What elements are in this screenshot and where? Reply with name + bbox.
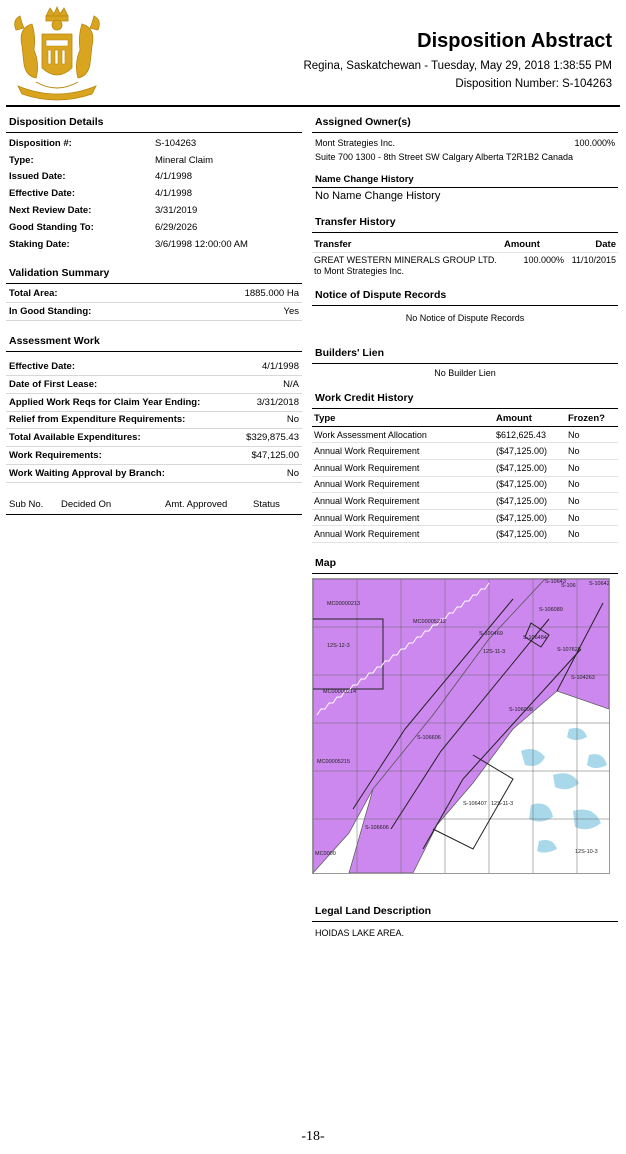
- work-credit-section: [312, 390, 618, 543]
- table-row: [312, 493, 618, 510]
- dispute-section: [312, 287, 618, 323]
- amount-col-header: Amount: [504, 238, 540, 250]
- row-value: 3/31/2018: [256, 396, 299, 408]
- table-row: [312, 426, 618, 443]
- page-title: Disposition Abstract: [417, 30, 612, 52]
- row-value: 4/1/1998: [155, 188, 192, 200]
- map-label: MC00000213: [327, 600, 361, 607]
- row-label: Effective Date:: [9, 188, 75, 200]
- validation-summary-section: [6, 265, 302, 322]
- type-cell: Work Assessment Allocation: [312, 426, 494, 443]
- table-row: [312, 526, 618, 543]
- page-number: -18-: [301, 1129, 325, 1144]
- transfer-col-header: Transfer: [314, 238, 352, 250]
- section-heading: Notice of Dispute Records: [312, 287, 618, 306]
- detail-row: [6, 219, 302, 236]
- row-value: 4/1/1998: [262, 361, 299, 373]
- frozen-cell: No: [566, 509, 618, 526]
- row-value: Mineral Claim: [155, 154, 214, 166]
- row-value: Yes: [283, 306, 299, 318]
- assessment-work-section: [6, 333, 302, 515]
- row-label: Good Standing To:: [9, 221, 94, 233]
- row-label: Date of First Lease:: [9, 378, 98, 390]
- owner-name: Mont Strategies Inc.: [315, 138, 396, 149]
- status-header: Status: [253, 498, 280, 510]
- map-label: S-100469: [479, 630, 503, 637]
- amount-cell: ($47,125.00): [494, 509, 566, 526]
- map-label: S-106484: [523, 634, 547, 641]
- map-label: S-104263: [571, 674, 595, 681]
- row-label: Staking Date:: [9, 238, 70, 250]
- row-label: Total Available Expenditures:: [9, 432, 141, 444]
- frozen-col-header: Frozen?: [566, 411, 618, 427]
- type-cell: Annual Work Requirement: [312, 509, 494, 526]
- amt-approved-header: Amt. Approved: [165, 498, 228, 510]
- amount-col-header: Amount: [494, 411, 566, 427]
- row-value: N/A: [283, 378, 299, 390]
- map-label: S-10642: [589, 580, 610, 587]
- owner-percent: 100.000%: [574, 138, 615, 149]
- row-label: In Good Standing:: [9, 306, 92, 318]
- row-label: Relief from Expenditure Requirements:: [9, 414, 186, 426]
- location-datetime: Regina, Saskatchewan - Tuesday, May 29, 2018 1:38:55 PM: [303, 60, 612, 72]
- right-column: [312, 114, 618, 938]
- amount-cell: ($47,125.00): [494, 493, 566, 510]
- legal-land-section: [312, 903, 618, 938]
- section-heading: Map: [312, 555, 618, 574]
- frozen-cell: No: [566, 476, 618, 493]
- type-col-header: Type: [312, 411, 494, 427]
- type-cell: Annual Work Requirement: [312, 493, 494, 510]
- map-label: S-107626: [557, 646, 581, 653]
- type-cell: Annual Work Requirement: [312, 443, 494, 460]
- transfer-history-section: [312, 214, 618, 277]
- detail-row: [6, 286, 302, 304]
- detail-row: [6, 185, 302, 202]
- section-heading: Name Change History: [312, 172, 618, 188]
- claim-map[interactable]: [312, 578, 610, 874]
- section-heading: Validation Summary: [6, 265, 302, 284]
- row-value: No: [286, 467, 299, 479]
- transfer-description: GREAT WESTERN MINERALS GROUP LTD. to Mont Strategies Inc.: [314, 254, 497, 276]
- map-label: MC00000214: [323, 688, 357, 695]
- frozen-cell: No: [566, 526, 618, 543]
- transfer-date: 11/10/2015: [571, 254, 616, 265]
- section-heading: Work Credit History: [312, 390, 618, 409]
- map-label: S-106098: [509, 706, 533, 713]
- table-row: [312, 476, 618, 493]
- section-heading: Transfer History: [312, 214, 618, 233]
- row-value: 3/6/1998 12:00:00 AM: [155, 238, 248, 250]
- section-heading: Disposition Details: [6, 114, 302, 133]
- section-heading: Legal Land Description: [312, 903, 618, 922]
- map-label: S-106606: [417, 734, 441, 741]
- row-label: Type:: [9, 154, 34, 166]
- amount-cell: ($47,125.00): [494, 459, 566, 476]
- map-label: S-106089: [539, 606, 563, 613]
- row-value: 3/31/2019: [155, 205, 198, 217]
- detail-row: [6, 412, 302, 430]
- amount-cell: ($47,125.00): [494, 476, 566, 493]
- row-value: 1885.000 Ha: [244, 288, 299, 300]
- type-cell: Annual Work Requirement: [312, 476, 494, 493]
- frozen-cell: No: [566, 493, 618, 510]
- date-col-header: Date: [595, 238, 616, 250]
- map-label: MC00005215: [317, 758, 351, 765]
- row-value: 4/1/1998: [155, 171, 192, 183]
- row-value: 6/29/2026: [155, 221, 198, 233]
- left-column: [6, 114, 302, 515]
- header-divider: [6, 105, 620, 107]
- row-label: Disposition #:: [9, 137, 72, 149]
- row-value: $329,875.43: [246, 432, 299, 444]
- type-cell: Annual Work Requirement: [312, 526, 494, 543]
- detail-row: [6, 447, 302, 465]
- transfer-amount: 100.000%: [523, 254, 564, 265]
- sub-approval-header: [6, 487, 302, 515]
- detail-row: [6, 236, 302, 253]
- section-heading: Assessment Work: [6, 333, 302, 352]
- table-row: [312, 443, 618, 460]
- map-label: S-10643: [545, 578, 566, 585]
- map-section: [312, 555, 618, 879]
- table-row: [312, 509, 618, 526]
- owner-address: Suite 700 1300 - 8th Street SW Calgary Alberta T2R1B2 Canada: [315, 151, 573, 162]
- amount-cell: $612,625.43: [494, 426, 566, 443]
- section-heading: Builders' Lien: [312, 345, 618, 364]
- detail-row: [6, 303, 302, 321]
- dispute-text: No Notice of Dispute Records: [405, 312, 525, 323]
- map-label: MC00005212: [413, 618, 447, 625]
- table-row: [312, 459, 618, 476]
- map-label: S-106407: [463, 800, 487, 807]
- detail-row: [6, 135, 302, 152]
- detail-row: [6, 169, 302, 186]
- frozen-cell: No: [566, 426, 618, 443]
- name-change-section: [312, 172, 618, 202]
- amount-cell: ($47,125.00): [494, 443, 566, 460]
- detail-row: [6, 465, 302, 483]
- coat-of-arms-crest: [12, 6, 102, 104]
- row-value: S-104263: [155, 137, 197, 149]
- builders-lien-section: [312, 345, 618, 378]
- row-value: $47,125.00: [251, 450, 299, 462]
- map-label: 12S-12-3: [327, 642, 350, 649]
- amount-cell: ($47,125.00): [494, 526, 566, 543]
- row-label: Work Waiting Approval by Branch:: [9, 467, 165, 479]
- decided-on-header: Decided On: [61, 498, 112, 510]
- type-cell: Annual Work Requirement: [312, 459, 494, 476]
- builders-lien-text: No Builder Lien: [434, 367, 496, 378]
- sub-no-header: Sub No.: [9, 498, 44, 510]
- map-label: 12S-10-3: [575, 848, 598, 855]
- row-label: Issued Date:: [9, 171, 66, 183]
- map-label: 12S-11-3: [483, 648, 506, 655]
- detail-row: [6, 429, 302, 447]
- row-label: Work Requirements:: [9, 450, 102, 462]
- frozen-cell: No: [566, 443, 618, 460]
- name-change-text: No Name Change History: [315, 189, 441, 202]
- disposition-number-line: Disposition Number: S-104263: [455, 78, 612, 90]
- legal-land-text: HOIDAS LAKE AREA.: [315, 927, 405, 938]
- map-label: MC0000: [315, 850, 336, 857]
- assigned-owner-section: [312, 114, 618, 168]
- map-label: S-106606: [365, 824, 389, 831]
- row-value: No: [286, 414, 299, 426]
- row-label: Total Area:: [9, 288, 58, 300]
- detail-row: [6, 358, 302, 376]
- map-label: S-106: [561, 582, 576, 589]
- detail-row: [6, 152, 302, 169]
- frozen-cell: No: [566, 459, 618, 476]
- detail-row: [6, 202, 302, 219]
- detail-row: [6, 376, 302, 394]
- row-label: Applied Work Reqs for Claim Year Ending:: [9, 396, 201, 408]
- section-heading: Assigned Owner(s): [312, 114, 618, 133]
- map-label: 12S-11-3: [491, 800, 514, 807]
- work-credit-table: [312, 411, 618, 543]
- detail-row: [6, 394, 302, 412]
- disposition-details-section: [6, 114, 302, 253]
- row-label: Next Review Date:: [9, 205, 92, 217]
- row-label: Effective Date:: [9, 361, 75, 373]
